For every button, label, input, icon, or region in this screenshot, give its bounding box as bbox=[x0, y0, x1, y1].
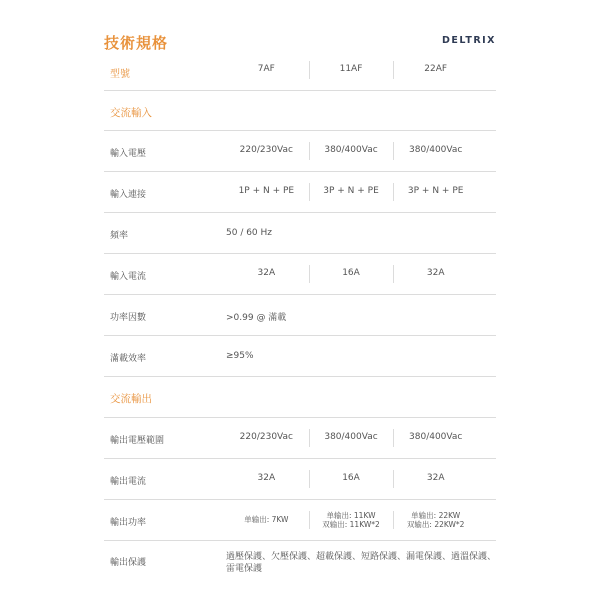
output-voltage-cell: 380/400Vac bbox=[409, 432, 463, 443]
output-current-cell: 32A bbox=[257, 473, 276, 484]
model-cell: 7AF bbox=[257, 64, 275, 75]
model-cell: 22AF bbox=[424, 64, 448, 75]
efficiency-row bbox=[104, 336, 496, 377]
cell-divider bbox=[393, 265, 394, 283]
frequency-label: 頻率 bbox=[110, 231, 129, 241]
efficiency-value: ≥95% bbox=[226, 351, 254, 361]
efficiency-label: 滿載效率 bbox=[110, 354, 147, 364]
output-protection-row bbox=[104, 541, 496, 585]
cell-divider bbox=[393, 61, 394, 79]
output-protection-value: 過壓保護、欠壓保護、超載保護、短路保護、漏電保護、過溫保護、雷電保護 bbox=[226, 552, 497, 575]
output-voltage-cell: 380/400Vac bbox=[324, 432, 378, 443]
output-voltage-cell: 220/230Vac bbox=[239, 432, 293, 443]
power-factor-value: >0.99 @ 滿載 bbox=[226, 313, 287, 323]
output-current-label: 輸出電流 bbox=[110, 477, 147, 487]
cell-divider bbox=[309, 429, 310, 447]
output-current-cell: 16A bbox=[342, 473, 360, 484]
output-power-line1: 单输出: 22KW bbox=[411, 510, 461, 520]
cell-divider bbox=[393, 429, 394, 447]
output-current-cell: 32A bbox=[426, 473, 445, 484]
output-power-line1: 单输出: 7KW bbox=[244, 515, 289, 525]
model-row bbox=[104, 50, 496, 91]
output-power-line2: 双输出: 11KW*2 bbox=[322, 520, 380, 529]
input-voltage-cells bbox=[224, 131, 478, 171]
output-power-cell bbox=[309, 500, 394, 540]
output-current-row bbox=[104, 459, 496, 500]
output-power-line1: 单输出: 11KW bbox=[326, 510, 376, 520]
output-power-line2: 双输出: 22KW*2 bbox=[406, 520, 465, 529]
output-power-cell bbox=[224, 500, 309, 540]
spec-table bbox=[104, 50, 496, 585]
cell-divider bbox=[393, 183, 394, 201]
input-connection-cell: 3P + N + PE bbox=[407, 186, 464, 197]
deltrix-logo bbox=[442, 35, 496, 46]
spec-title: 技術規格 bbox=[104, 34, 169, 52]
input-connection-row bbox=[104, 172, 496, 213]
frequency-value: 50 / 60 Hz bbox=[226, 228, 273, 238]
model-label: 型號 bbox=[110, 69, 130, 80]
output-power-cell bbox=[393, 500, 478, 540]
input-current-row bbox=[104, 254, 496, 295]
cell-divider bbox=[393, 142, 394, 160]
input-voltage-cell: 380/400Vac bbox=[409, 145, 463, 156]
cell-divider bbox=[309, 470, 310, 488]
input-connection-cell: 1P + N + PE bbox=[238, 186, 295, 197]
cell-divider bbox=[309, 183, 310, 201]
cell-divider bbox=[309, 511, 310, 529]
frequency-row bbox=[104, 213, 496, 254]
input-connection-label: 輸入連接 bbox=[110, 190, 147, 200]
input-current-cell: 32A bbox=[426, 268, 445, 279]
logo-text-right: RIX bbox=[473, 35, 496, 46]
input-voltage-row bbox=[104, 131, 496, 172]
output-voltage-row bbox=[104, 418, 496, 459]
input-voltage-cell: 380/400Vac bbox=[324, 145, 378, 156]
section-input bbox=[104, 91, 496, 131]
logo-text-left: DELT bbox=[441, 35, 474, 46]
input-connection-cells bbox=[224, 172, 478, 212]
power-factor-row bbox=[104, 295, 496, 336]
model-cells bbox=[224, 50, 478, 90]
section-input-title: 交流輸入 bbox=[110, 107, 152, 119]
cell-divider bbox=[309, 61, 310, 79]
power-factor-label: 功率因數 bbox=[110, 313, 147, 323]
cell-divider bbox=[309, 265, 310, 283]
output-current-cells bbox=[224, 459, 478, 499]
cell-divider bbox=[309, 142, 310, 160]
output-voltage-cells bbox=[224, 418, 478, 458]
cell-divider bbox=[393, 470, 394, 488]
input-voltage-cell: 220/230Vac bbox=[239, 145, 293, 156]
input-current-label: 輸入電流 bbox=[110, 272, 147, 282]
output-power-label: 輸出功率 bbox=[110, 518, 147, 528]
output-protection-label: 輸出保護 bbox=[110, 558, 147, 568]
output-power-row bbox=[104, 500, 496, 541]
input-voltage-label: 輸入電壓 bbox=[110, 149, 147, 159]
output-power-cells bbox=[224, 500, 478, 540]
section-output bbox=[104, 377, 496, 418]
output-voltage-label: 輸出電壓範圍 bbox=[110, 436, 165, 446]
model-cell: 11AF bbox=[339, 64, 363, 75]
input-current-cell: 16A bbox=[342, 268, 360, 279]
input-connection-cell: 3P + N + PE bbox=[323, 186, 379, 197]
input-current-cells bbox=[224, 254, 478, 294]
cell-divider bbox=[393, 511, 394, 529]
section-output-title: 交流輸出 bbox=[110, 393, 152, 405]
input-current-cell: 32A bbox=[257, 268, 276, 279]
